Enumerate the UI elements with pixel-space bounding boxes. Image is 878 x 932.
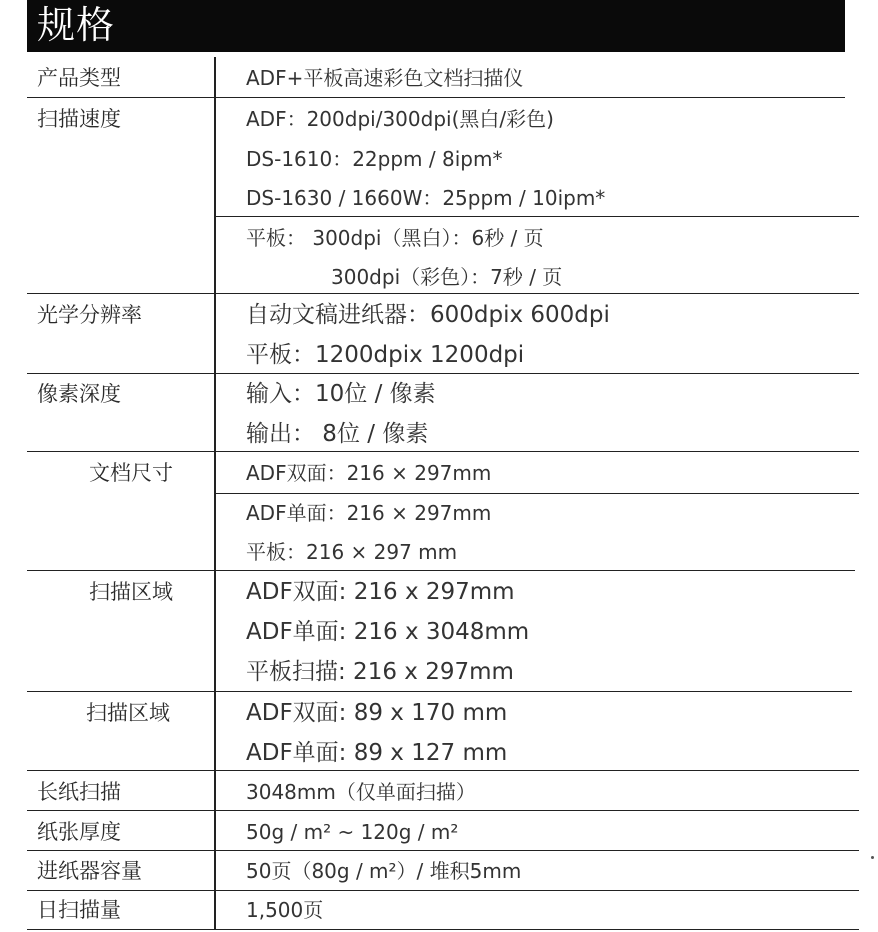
row-divider	[214, 493, 859, 494]
optical-resolution-value: 自动文稿进纸器：600dpix 600dpi	[246, 302, 610, 328]
feeder-capacity-value: 50页（80g / m²）/ 堆积5mm	[246, 859, 522, 883]
scan-area-max-label: 扫描区域	[89, 580, 173, 604]
spec-header	[27, 0, 845, 52]
long-paper-value: 3048mm（仅单面扫描）	[246, 780, 476, 804]
scan-speed-value: DS-1630 / 1660W：25ppm / 10ipm*	[246, 186, 606, 210]
scan-speed-label: 扫描速度	[37, 107, 121, 131]
long-paper-label: 长纸扫描	[37, 780, 121, 804]
row-divider	[27, 570, 855, 571]
document-size-value: ADF单面：216 × 297mm	[246, 501, 492, 525]
product-type-label: 产品类型	[37, 66, 121, 90]
scan-speed-value: DS-1610：22ppm / 8ipm*	[246, 147, 503, 171]
row-divider	[214, 216, 859, 217]
scan-speed-value: 300dpi（彩色）：7秒 / 页	[331, 265, 563, 289]
scan-area-max-value: ADF双面: 216 x 297mm	[246, 579, 515, 605]
paper-thickness-label: 纸张厚度	[37, 820, 121, 844]
scan-area-max-value: ADF单面: 216 x 3048mm	[246, 619, 530, 645]
daily-volume-value: 1,500页	[246, 898, 324, 922]
row-divider	[27, 293, 859, 294]
document-size-label: 文档尺寸	[89, 461, 173, 485]
row-divider	[27, 691, 852, 692]
optical-resolution-value: 平板：1200dpix 1200dpi	[246, 342, 525, 368]
pixel-depth-value: 输入：10位 / 像素	[246, 381, 436, 407]
scan-area-max-value: 平板扫描: 216 x 297mm	[246, 659, 514, 685]
document-size-value: 平板：216 × 297 mm	[246, 540, 458, 564]
paper-thickness-value: 50g / m² ~ 120g / m²	[246, 820, 459, 844]
scan-speed-value: 平板： 300dpi（黑白）：6秒 / 页	[246, 226, 544, 250]
pixel-depth-value: 输出： 8位 / 像素	[246, 421, 429, 447]
row-divider	[27, 451, 859, 452]
row-divider	[27, 810, 859, 811]
page-title: 规格	[37, 3, 116, 47]
feeder-capacity-label: 进纸器容量	[37, 859, 142, 883]
scan-area-min-label: 扫描区域	[86, 701, 170, 725]
row-divider	[27, 373, 859, 374]
scan-area-min-value: ADF双面: 89 x 170 mm	[246, 700, 508, 726]
scan-area-min-value: ADF单面: 89 x 127 mm	[246, 740, 508, 766]
daily-volume-label: 日扫描量	[37, 898, 121, 922]
row-divider	[27, 890, 859, 891]
document-size-value: ADF双面：216 × 297mm	[246, 461, 492, 485]
row-divider	[27, 929, 859, 930]
pixel-depth-label: 像素深度	[37, 382, 121, 406]
row-divider	[27, 97, 845, 98]
row-divider	[27, 850, 859, 851]
optical-resolution-label: 光学分辨率	[37, 303, 142, 327]
product-type-value: ADF+平板高速彩色文档扫描仪	[246, 66, 524, 90]
stray-dot	[871, 856, 874, 859]
scan-speed-value: ADF：200dpi/300dpi(黑白/彩色)	[246, 107, 554, 131]
row-divider	[27, 770, 859, 771]
